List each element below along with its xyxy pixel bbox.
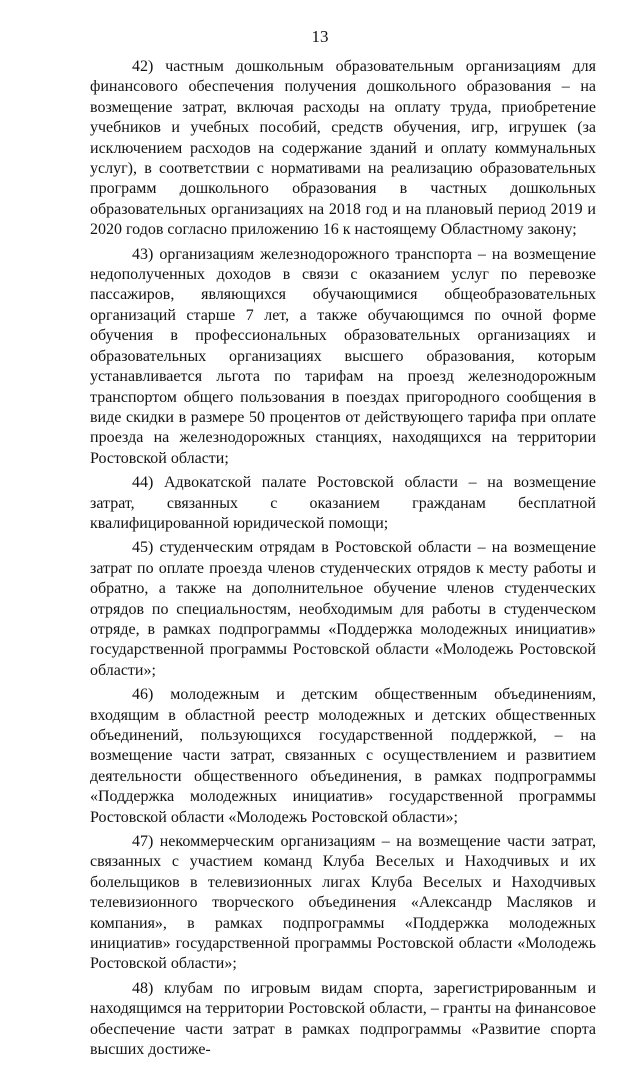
paragraph-42: 42) частным дошкольным образовательным организациям для финансового обеспечения получения дошкольного образования – на возмещение затрат, включая расходы на оплату труда, приобретение учебников и учебных пособий, средств обучения, игр, игрушек (за исключением расходов на содержание зданий и оплату коммунальных услуг), в соответствии с нормативами на реализацию образовательных программ дошкольного образования в частных дошкольных образовательных организациях на 2018 год и на плановый период 2019 и 2020 годов согласно приложению 16 к настоящему Областному закону; [90,58,596,239]
paragraph-44: 44) Адвокатской палате Ростовской области – на возмещение затрат, связанных с оказанием гражданам бесплатной квалифицированной юридической помощи; [90,474,596,532]
paragraph-47: 47) некоммерческим организациям – на возмещение части затрат, связанных с участием команд Клуба Веселых и Находчивых и их болельщиков в телевизионных лигах Клуба Веселых и Находчивых телевизионного творческого объединения «Александр Масляков и компания», в рамках подпрограммы «Поддержка молодежных инициатив» государственной программы Ростовской области «Молодежь Ростовской области»; [90,833,596,973]
page-number: 13 [311,27,329,46]
paragraph-46: 46) молодежным и детским общественным объединениям, входящим в областной реестр молодежных и детских общественных объединений, пользующихся государственной поддержкой, – на возмещение части затрат, связанных с осуществлением и развитием деятельности общественного объединения, в рамках подпрограммы «Поддержка молодежных инициатив» государственной программы Ростовской области «Молодежь Ростовской области»; [90,686,596,826]
paragraph-48: 48) клубам по игровым видам спорта, зарегистрированным и находящимся на территории Ростовской области, – гранты на финансовое обеспечение части затрат в рамках подпрограммы «Развитие спорта высших достиже- [90,979,596,1059]
paragraph-45: 45) студенческим отрядам в Ростовской области – на возмещение затрат по оплате проезда членов студенческих отрядов к месту работы и обратно, а также на дополнительное обучение членов студенческих отрядов по специальностям, необходимым для работы в студенческом отряде, в рамках подпрограммы «Поддержка молодежных инициатив» государственной программы Ростовской области «Молодежь Ростовской области»; [90,539,596,679]
document-body [90,57,596,1065]
paragraph-43: 43) организациям железнодорожного транспорта – на возмещение недополученных доходов в связи с оказанием услуг по перевозке пассажиров, являющихся обучающимися общеобразовательных организаций старше 7 лет, а также обучающимся по очной форме обучения в профессиональных образовательных организациях и образовательных организациях высшего образования, которым устанавливается льгота по тарифам на проезд железнодорожным транспортом общего пользования в поездах пригородного сообщения в виде скидки в размере 50 процентов от действующего тарифа при оплате проезда на железнодорожных станциях, находящихся на территории Ростовской области; [90,245,596,467]
